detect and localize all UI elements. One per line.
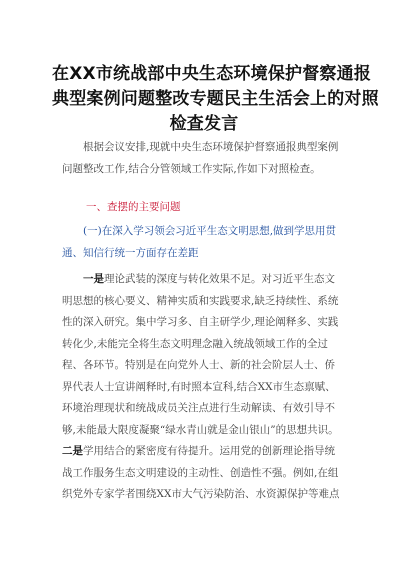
document-title: [52, 62, 379, 137]
body-line: 明思想的核心要义、精神实质和实践要求,缺乏持续性、系统: [62, 294, 339, 307]
body-line: 界代表人士宣讲阐释时,有时照本宣科,结合XX市生态禀赋、: [62, 380, 336, 393]
intro-line: 根据会议安排,现就中央生态环境保护督察通报典型案例: [83, 141, 339, 153]
body-paragraph-1: [62, 269, 352, 506]
body-line: 战工作服务生态文明建设的主动性、创造性不强。例如,在组: [62, 466, 339, 479]
body-line-rest: 理论武装的深度与转化效果不足。对习近平生态文: [104, 273, 335, 285]
subheading-line: (一)在深入学习领会习近平生态文明思想,做到学思用贯: [83, 225, 337, 237]
point-lead: 二是: [62, 445, 83, 457]
title-line: 在XX市统战部中央生态环境保护督察通报: [52, 64, 372, 84]
body-line-rest: 学用结合的紧密度有待提升。运用党的创新理论指导统: [83, 445, 335, 457]
intro-line: 问题整改工作,结合分管领域工作实际,作如下对照检查。: [62, 162, 321, 175]
subheading-line: 通、知信行统一方面存在差距: [62, 246, 199, 259]
subsection-heading: [62, 221, 352, 264]
body-line: 程、各环节。特别是在向党外人士、新的社会阶层人士、侨: [62, 359, 335, 371]
body-line: 转化少,未能完全将生态文明理念融入统战领域工作的全过: [62, 337, 328, 350]
body-line: 性的深入研究。集中学习多、自主研学少,理论阐释多、实践: [62, 316, 339, 328]
section-heading: 一、查摆的主要问题: [86, 201, 181, 213]
body-line: 环境治理现状和统战成员关注点进行生动解读、有效引导不: [62, 402, 335, 414]
title-line: 检查发言: [169, 114, 239, 134]
body-line: 够,未能最大限度凝聚“绿水青山就是金山银山”的思想共识。: [62, 423, 339, 436]
intro-paragraph: [62, 137, 352, 180]
title-line: 典型案例问题整改专题民主生活会上的对照: [52, 89, 379, 109]
body-line: 织党外专家学者围绕XX市大气污染防治、水资源保护等难点: [62, 488, 340, 500]
point-lead: 一是: [83, 273, 104, 285]
body-line: [62, 269, 352, 291]
body-line: [62, 441, 352, 463]
